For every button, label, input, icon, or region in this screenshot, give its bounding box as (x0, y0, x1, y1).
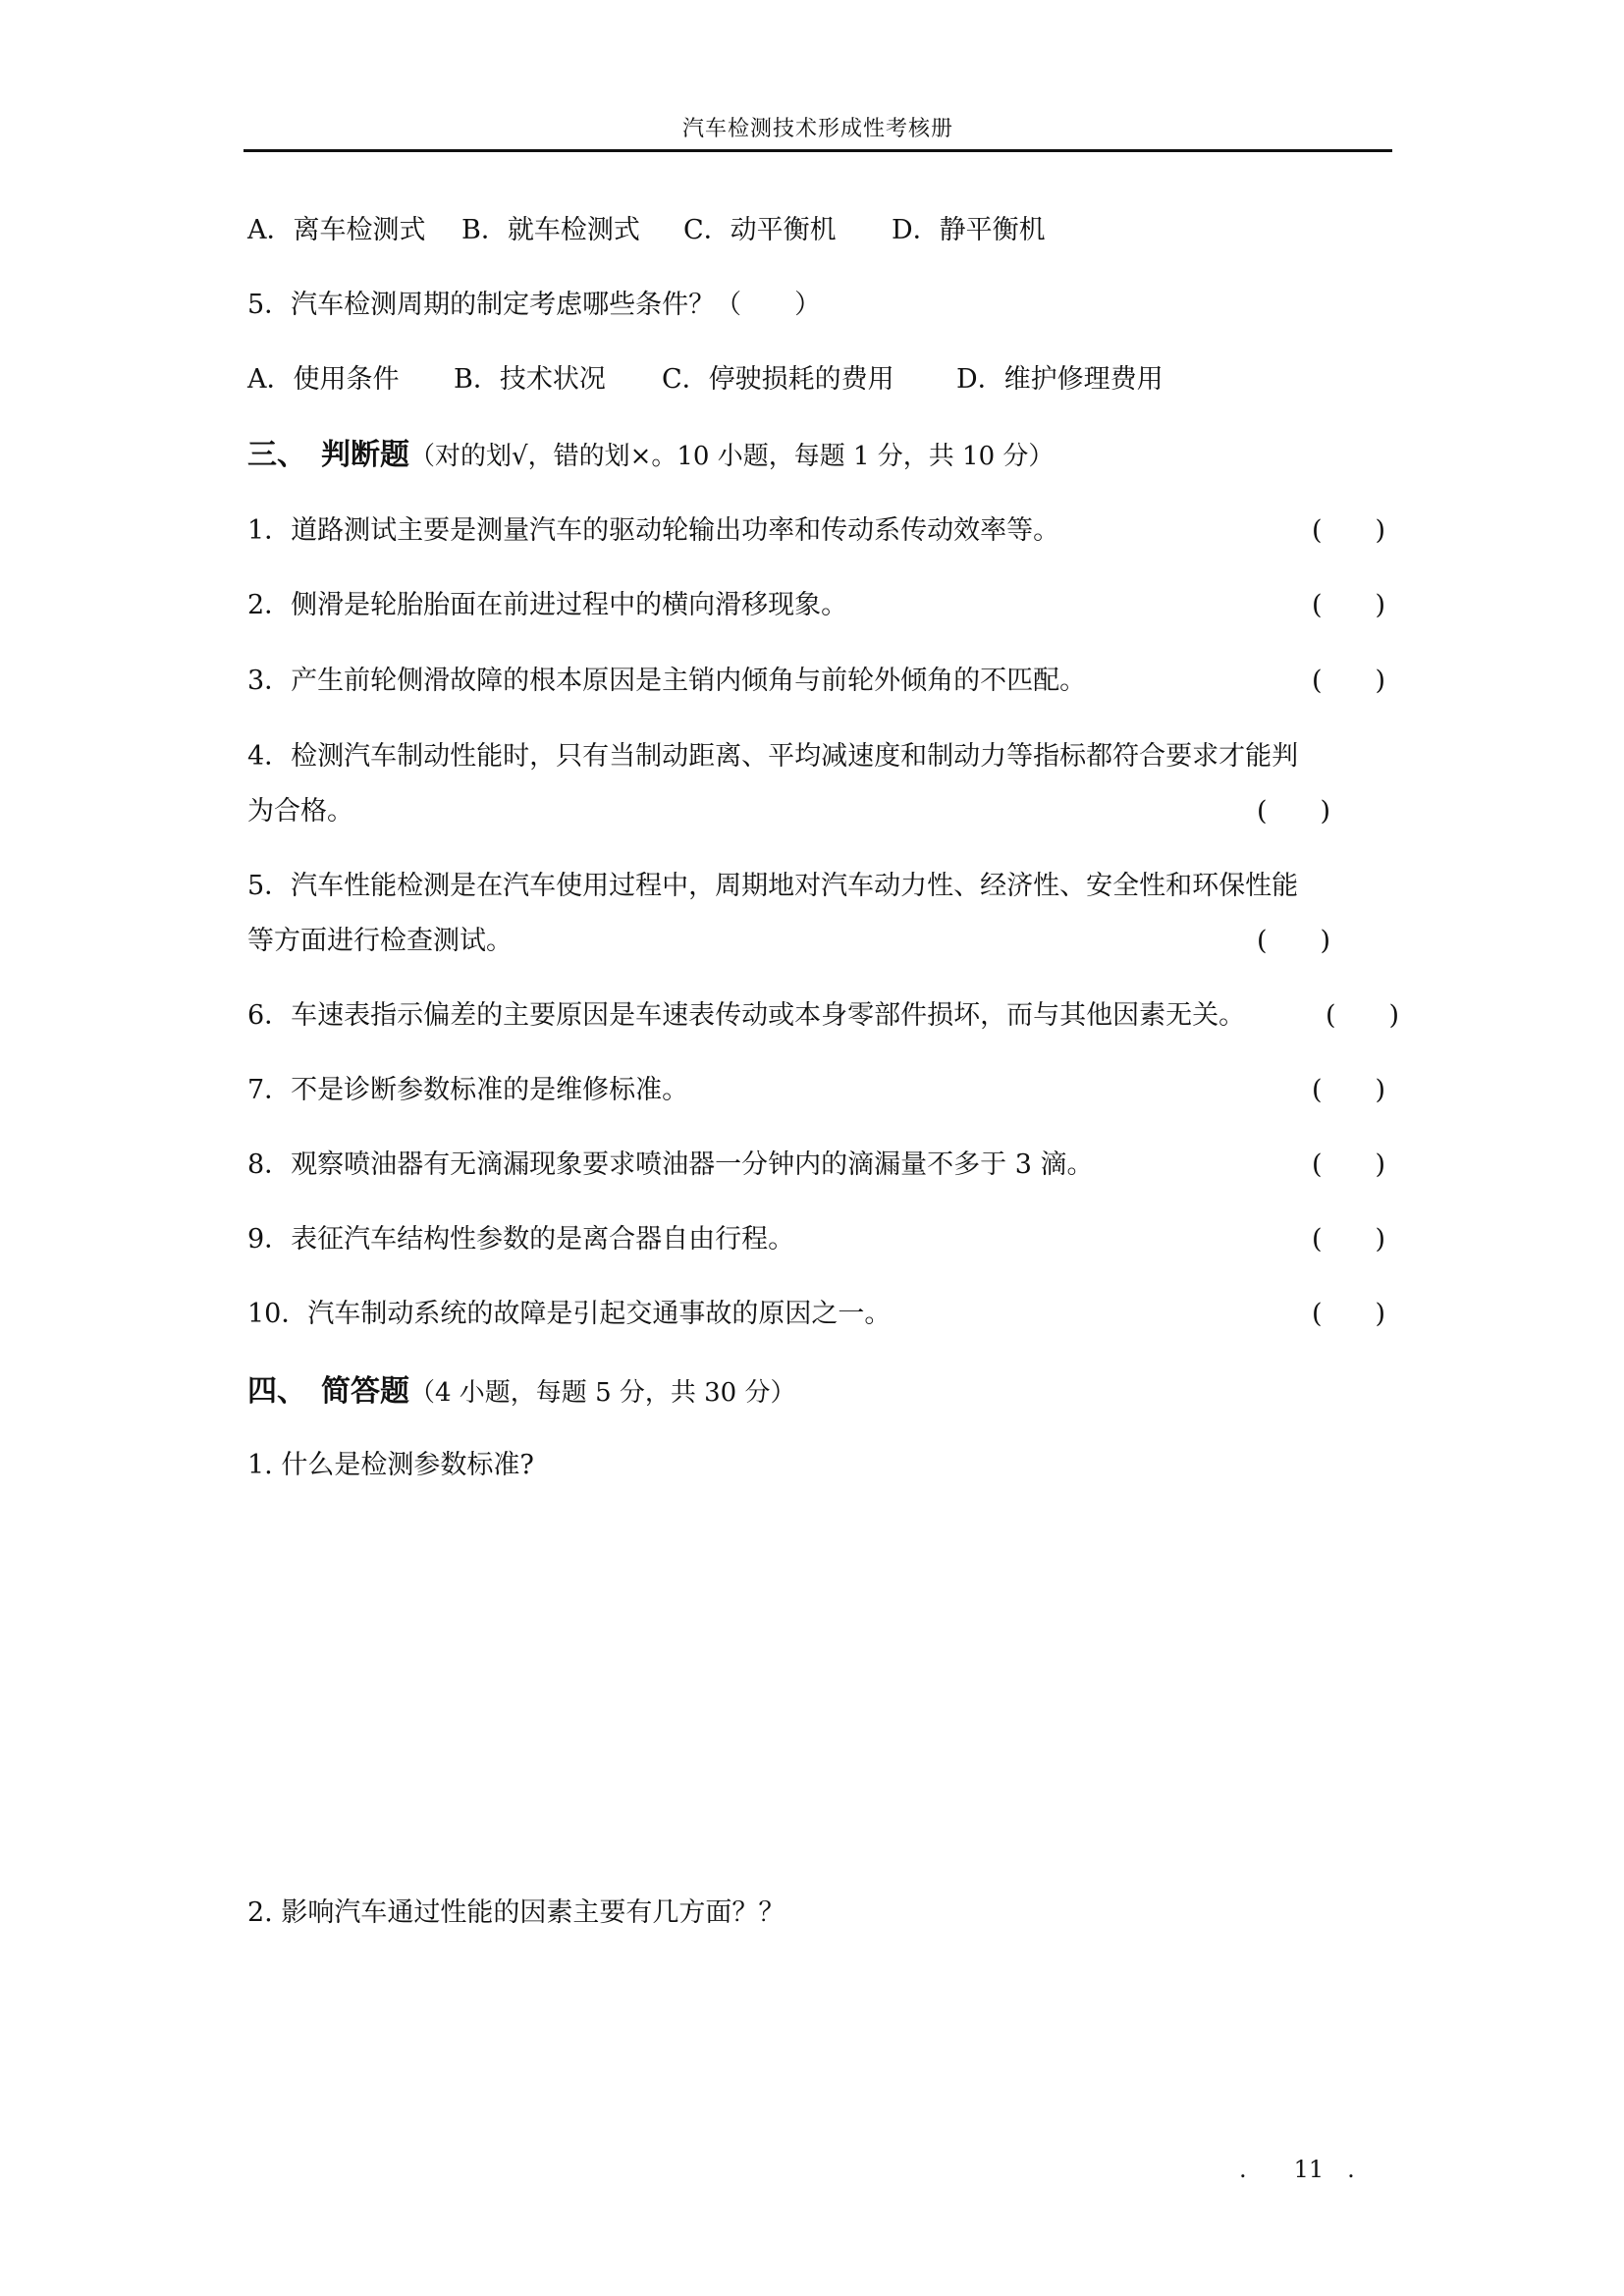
short-answer-2: 2. 影响汽车通过性能的因素主要有几方面？？ (247, 1897, 785, 1928)
option-c: C．停驶损耗的费用 (662, 364, 894, 395)
option-b: B．技术状况 (454, 364, 606, 395)
section-4-heading (247, 1366, 796, 1410)
tf-item-9: 9．表征汽车结构性参数的是离合器自由行程。 (247, 1224, 795, 1255)
question-5-stem: 5．汽车检测周期的制定考虑哪些条件？（ ） (247, 290, 822, 320)
tf-item-1: 1．道路测试主要是测量汽车的驱动轮输出功率和传动系传动效率等。 (247, 515, 1060, 546)
option-a: A．使用条件 (247, 364, 400, 395)
tf-item-5-line1: 5．汽车性能检测是在汽车使用过程中，周期地对汽车动力性、经济性、安全性和环保性能 (247, 871, 1299, 901)
option-d: D．维护修理费用 (956, 364, 1164, 395)
section-3-note: （对的划√，错的划×。10 小题，每题 1 分，共 10 分） (409, 442, 1055, 471)
prev-question-options (247, 208, 1046, 246)
option-c: C．动平衡机 (683, 215, 837, 245)
tf-item-5-line2: 等方面进行检查测试。 (247, 926, 513, 956)
page-number: . 11 . (1239, 2156, 1355, 2183)
tf-answer-5: ( ) (1257, 926, 1331, 956)
option-d: D．静平衡机 (892, 215, 1046, 245)
header-rule (244, 149, 1392, 152)
tf-answer-7: ( ) (1312, 1075, 1386, 1105)
option-a: A．离车检测式 (247, 215, 426, 245)
tf-item-4-line1: 4．检测汽车制动性能时，只有当制动距离、平均减速度和制动力等指标都符合要求才能判 (247, 741, 1299, 772)
tf-item-2: 2．侧滑是轮胎胎面在前进过程中的横向滑移现象。 (247, 590, 848, 620)
tf-answer-1: ( ) (1312, 515, 1386, 546)
option-b: B．就车检测式 (461, 215, 640, 245)
tf-item-7: 7．不是诊断参数标准的是维修标准。 (247, 1075, 689, 1105)
tf-answer-9: ( ) (1312, 1224, 1386, 1255)
tf-answer-6: ( ) (1326, 1000, 1400, 1031)
tf-answer-2: ( ) (1312, 590, 1386, 620)
tf-item-4-line2: 为合格。 (247, 796, 353, 827)
tf-answer-8: ( ) (1312, 1149, 1386, 1180)
question-5-options (247, 357, 1164, 396)
section-3-heading (247, 430, 1054, 473)
tf-answer-4: ( ) (1257, 796, 1331, 827)
tf-item-6: 6．车速表指示偏差的主要原因是车速表传动或本身零部件损坏，而与其他因素无关。 (247, 1000, 1246, 1031)
short-answer-1: 1. 什么是检测参数标准? (247, 1450, 534, 1480)
section-3-title: 三、 判断题 (247, 438, 409, 472)
section-4-note: （4 小题，每题 5 分，共 30 分） (409, 1378, 796, 1408)
tf-item-8: 8．观察喷油器有无滴漏现象要求喷油器一分钟内的滴漏量不多于 3 滴。 (247, 1149, 1094, 1180)
tf-answer-3: ( ) (1312, 666, 1386, 696)
tf-item-3: 3．产生前轮侧滑故障的根本原因是主销内倾角与前轮外倾角的不匹配。 (247, 666, 1087, 696)
tf-item-10: 10．汽车制动系统的故障是引起交通事故的原因之一。 (247, 1299, 892, 1329)
page-header: 汽车检测技术形成性考核册 (681, 117, 953, 141)
section-4-title: 四、 简答题 (247, 1374, 409, 1409)
tf-answer-10: ( ) (1312, 1299, 1386, 1329)
